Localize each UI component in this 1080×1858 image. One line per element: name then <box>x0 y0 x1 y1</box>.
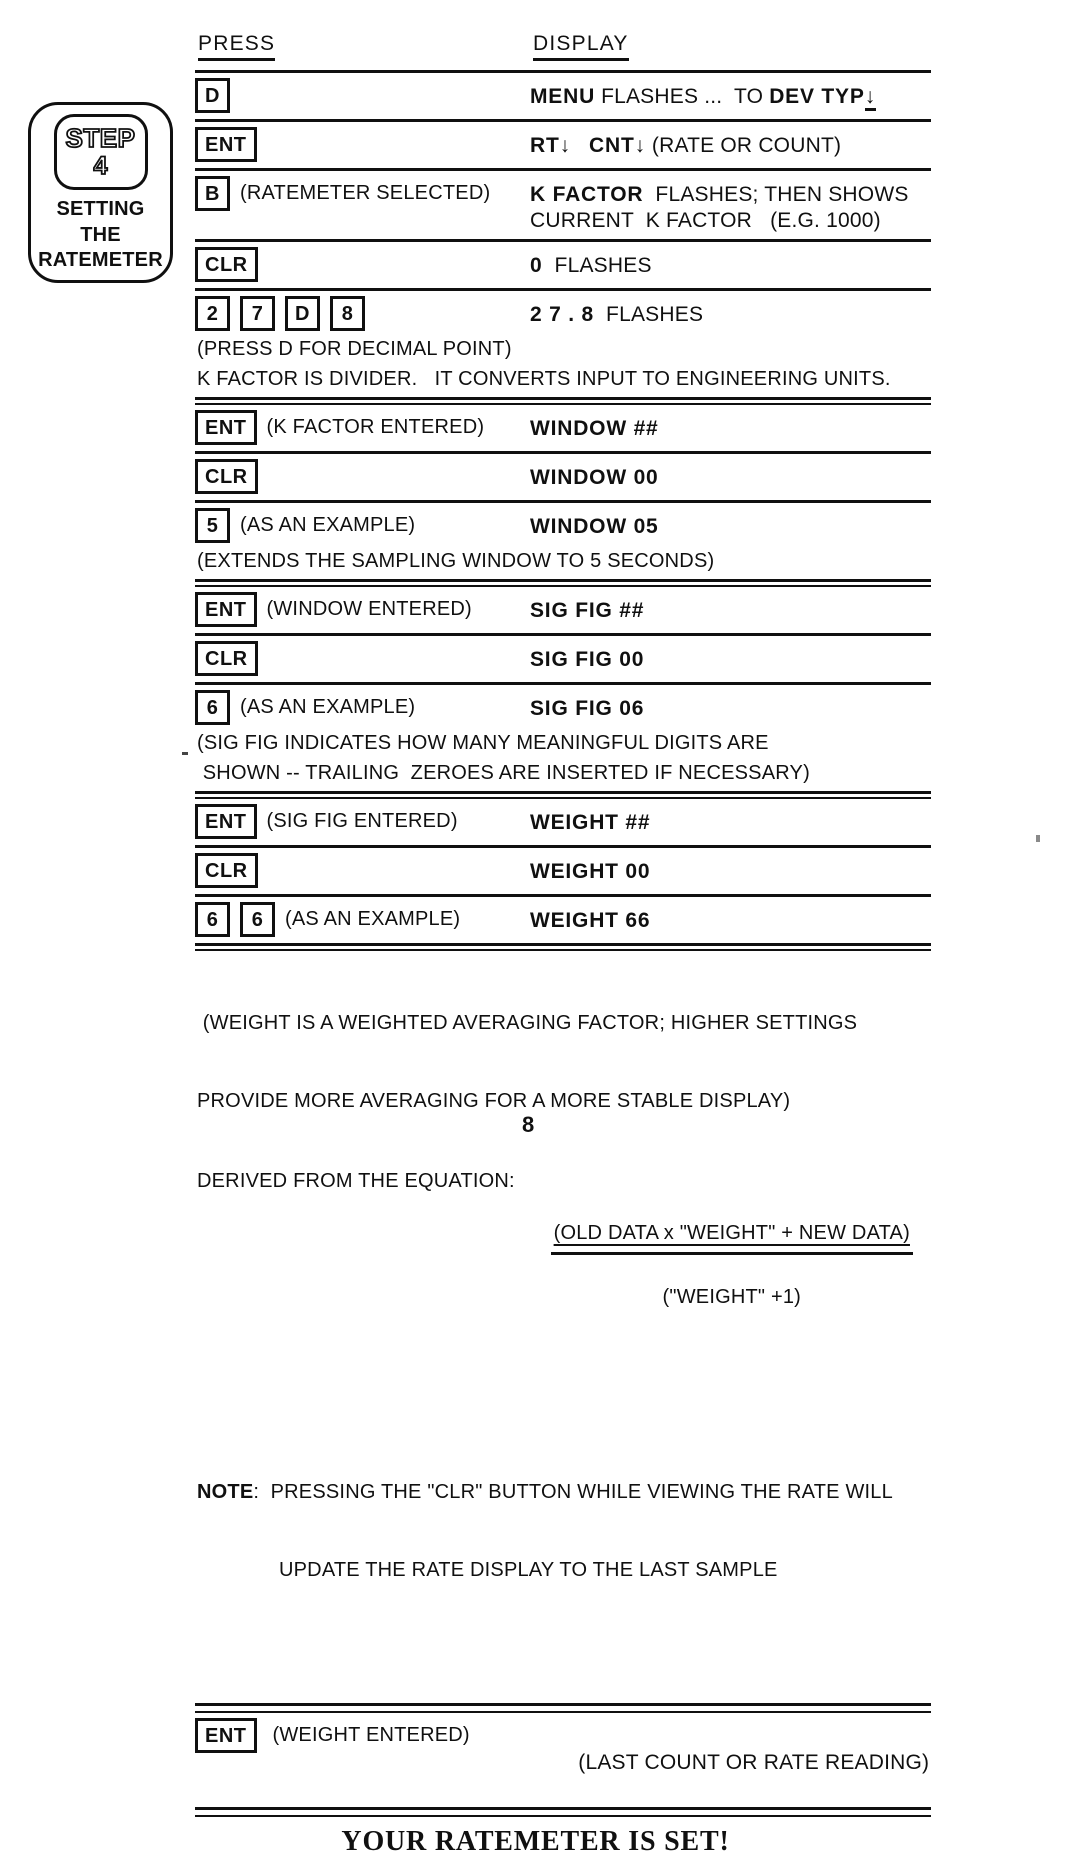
table-row <box>195 503 931 549</box>
display-line <box>530 182 931 208</box>
table-row <box>195 242 931 288</box>
table-row <box>195 291 931 337</box>
display-cell <box>530 247 931 279</box>
display-cell <box>530 176 931 233</box>
press-cell <box>195 176 530 211</box>
display-cell <box>530 296 931 328</box>
table-row <box>195 122 931 168</box>
key-clr-cap: CLR <box>195 459 258 494</box>
press-cell <box>195 1718 530 1753</box>
display-cell <box>530 78 931 110</box>
press-cell <box>195 690 530 725</box>
display-header: DISPLAY <box>533 32 629 61</box>
press-annotation: (RATEMETER SELECTED) <box>240 182 491 204</box>
press-annotation: (AS AN EXAMPLE) <box>240 514 416 537</box>
press-annotation: (AS AN EXAMPLE) <box>285 908 461 931</box>
display-text: SIG FIG 00 <box>530 648 645 672</box>
table-rows <box>195 73 931 951</box>
banner-text: YOUR RATEMETER IS SET! <box>341 1826 730 1858</box>
key-6-cap: 6 <box>240 902 275 937</box>
step-title-line: RATEMETER <box>38 249 163 272</box>
display-text: K FACTOR <box>530 183 644 206</box>
step-word: STEP <box>65 123 136 153</box>
weight-note-line: (WEIGHT IS A WEIGHTED AVERAGING FACTOR; HIGHER SETTINGS <box>197 1012 858 1035</box>
display-cell <box>530 641 931 673</box>
note-paragraph <box>197 1427 931 1635</box>
table-row <box>195 171 931 239</box>
display-line <box>530 416 931 442</box>
press-annotation: (WINDOW ENTERED) <box>266 598 472 621</box>
press-cell <box>195 127 530 162</box>
key-clr-cap: CLR <box>195 641 258 676</box>
separator-rule-double <box>195 1703 931 1713</box>
display-line <box>530 859 931 885</box>
step-number: 4 <box>93 152 108 180</box>
display-text: 0 <box>530 254 543 278</box>
display-text: FLASHES ... TO <box>595 85 770 108</box>
key-clr-cap: CLR <box>195 247 258 282</box>
step-badge-inner-box <box>54 114 148 190</box>
display-text: FLASHES; THEN SHOWS <box>643 183 909 206</box>
step-title-line: THE <box>80 223 121 246</box>
display-cell <box>530 804 931 836</box>
display-text: DEV TYP <box>769 85 865 108</box>
row-note: (SIG FIG INDICATES HOW MANY MEANINGFUL DIGITS ARE <box>197 732 769 755</box>
key-clr-cap: CLR <box>195 853 258 888</box>
display-text: CURRENT K FACTOR (E.G. 1000) <box>530 208 881 232</box>
separator-rule-double <box>195 1807 931 1817</box>
display-line <box>530 253 931 279</box>
table-row <box>195 587 931 633</box>
scan-artifact-dot <box>182 752 188 755</box>
display-line <box>530 647 931 673</box>
page-number: 8 <box>522 1112 535 1137</box>
press-cell <box>195 459 530 494</box>
key-7-cap: 7 <box>240 296 275 331</box>
press-cell <box>195 247 530 282</box>
key-2-cap: 2 <box>195 296 230 331</box>
equation-label: DERIVED FROM THE EQUATION: <box>197 1170 521 1193</box>
display-text: (LAST COUNT OR RATE READING) <box>578 1750 930 1774</box>
table-row <box>195 848 931 894</box>
display-text: WEIGHT 66 <box>530 909 651 933</box>
key-6-cap: 6 <box>195 690 230 725</box>
separator-rule <box>195 579 931 587</box>
display-text: WEIGHT 00 <box>530 860 651 884</box>
display-line <box>530 465 931 491</box>
separator-rule <box>195 791 931 799</box>
display-cell <box>530 127 931 159</box>
step-badge <box>28 102 173 283</box>
press-cell <box>195 804 530 839</box>
display-text: ↓ <box>865 85 876 111</box>
display-text: SIG FIG 06 <box>530 697 645 721</box>
press-cell <box>195 508 530 543</box>
separator-rule <box>195 943 931 951</box>
display-text: WINDOW 05 <box>530 515 659 539</box>
display-text: FLASHES <box>542 254 652 278</box>
display-text: WINDOW 00 <box>530 466 659 490</box>
equation-fraction <box>533 1168 931 1362</box>
spacer <box>195 1687 931 1703</box>
press-cell <box>195 410 530 445</box>
press-annotation: (WEIGHT ENTERED) <box>272 1724 470 1747</box>
table-header <box>195 32 931 70</box>
press-cell <box>195 296 530 331</box>
separator-rule <box>195 397 931 405</box>
table-row-final <box>195 1713 931 1807</box>
display-cell <box>530 508 931 540</box>
display-line <box>530 514 931 540</box>
display-text: CNT↓ <box>589 134 646 157</box>
key-6-cap: 6 <box>195 902 230 937</box>
table-row <box>195 454 931 500</box>
display-line <box>530 208 931 234</box>
display-text <box>571 134 589 157</box>
row-note: K FACTOR IS DIVIDER. IT CONVERTS INPUT TO ENGINEERING UNITS. <box>197 368 891 391</box>
table-row <box>195 685 931 731</box>
equation-numerator: (OLD DATA x "WEIGHT" + NEW DATA) <box>551 1220 913 1255</box>
weight-explanation-block <box>195 951 931 1687</box>
key-ent-cap: ENT <box>195 1718 257 1753</box>
press-cell <box>195 592 530 627</box>
step-title-line: SETTING <box>56 198 145 220</box>
table-row <box>195 897 931 943</box>
display-cell <box>530 690 931 722</box>
key-8-cap: 8 <box>330 296 365 331</box>
display-line <box>530 908 931 934</box>
row-note: (PRESS D FOR DECIMAL POINT) <box>197 338 512 361</box>
press-column-header-cell <box>195 32 533 61</box>
instruction-table <box>195 32 931 1858</box>
weight-note-line: PROVIDE MORE AVERAGING FOR A MORE STABLE DISPLAY) <box>197 1090 791 1113</box>
display-line <box>530 598 931 624</box>
weight-equation <box>197 1168 931 1362</box>
press-header: PRESS <box>198 32 275 61</box>
display-cell <box>530 459 931 491</box>
row-note: (EXTENDS THE SAMPLING WINDOW TO 5 SECONDS) <box>197 550 715 573</box>
key-ent-cap: ENT <box>195 804 257 839</box>
press-cell <box>195 853 530 888</box>
step-title <box>31 197 170 274</box>
note-label: NOTE <box>197 1481 254 1504</box>
key-d-cap: D <box>285 296 320 331</box>
press-annotation: (AS AN EXAMPLE) <box>240 696 416 719</box>
display-text: (RATE OR COUNT) <box>645 134 842 157</box>
row-note: SHOWN -- TRAILING ZEROES ARE INSERTED IF NECESSARY) <box>197 762 810 785</box>
display-text: 2 7 . 8 <box>530 303 594 327</box>
display-line <box>530 302 931 328</box>
display-text: MENU <box>530 85 596 108</box>
key-ent-cap: ENT <box>195 127 257 162</box>
display-line <box>530 810 931 836</box>
key-ent-cap: ENT <box>195 410 257 445</box>
display-cell <box>530 902 931 934</box>
note-line <box>197 1479 931 1505</box>
table-row <box>195 405 931 451</box>
note-text: : PRESSING THE "CLR" BUTTON WHILE VIEWING THE RATE WILL <box>253 1481 893 1504</box>
press-annotation: (K FACTOR ENTERED) <box>266 416 485 439</box>
display-line <box>530 84 931 110</box>
key-b-cap: B <box>195 176 230 211</box>
equation-denominator: ("WEIGHT" +1) <box>662 1286 802 1309</box>
display-text: RT↓ <box>530 134 571 157</box>
display-text: WEIGHT ## <box>530 811 651 835</box>
display-text: FLASHES <box>593 303 704 327</box>
press-cell <box>195 902 530 937</box>
display-text: SIG FIG ## <box>530 599 645 623</box>
press-cell <box>195 641 530 676</box>
press-annotation: (SIG FIG ENTERED) <box>266 810 458 833</box>
display-cell <box>530 592 931 624</box>
display-line <box>530 133 931 159</box>
display-cell <box>530 853 931 885</box>
display-cell <box>530 1718 931 1801</box>
table-row <box>195 73 931 119</box>
display-column-header-cell <box>533 32 629 61</box>
key-ent-cap: ENT <box>195 592 257 627</box>
key-d-cap: D <box>195 78 230 113</box>
note-line: UPDATE THE RATE DISPLAY TO THE LAST SAMPLE <box>279 1559 778 1582</box>
table-row <box>195 636 931 682</box>
key-5-cap: 5 <box>195 508 230 543</box>
display-text: WINDOW ## <box>530 417 659 441</box>
display-line <box>530 696 931 722</box>
table-row <box>195 799 931 845</box>
display-cell <box>530 410 931 442</box>
scan-artifact-dot <box>1036 835 1040 842</box>
press-cell <box>195 78 530 113</box>
